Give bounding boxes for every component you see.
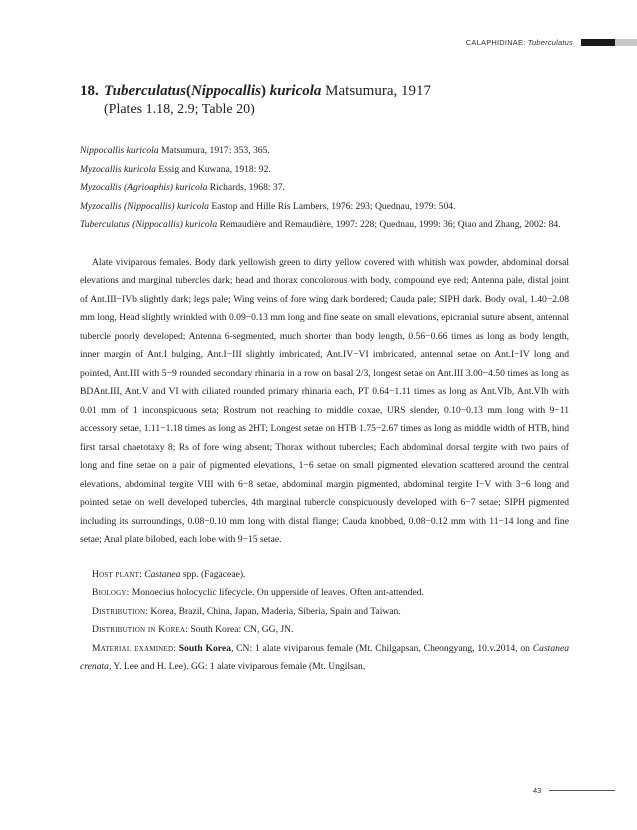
header-subfamily: CALAPHIDINAE: [465, 37, 526, 47]
title-subgenus: Nippocallis [190, 83, 261, 99]
synonym-citation: Richards, 1968: 37. [209, 182, 285, 193]
field-separator: : [139, 568, 145, 580]
synonym-entry [80, 161, 569, 180]
material-examined-field [80, 640, 569, 677]
biology-text: Monoecius holocyclic lifecycle. On upperside of leaves. Often ant-attended. [131, 587, 424, 598]
page-number: 43 [533, 786, 542, 795]
species-subtitle: (Plates 1.18, 2.9; Table 20) [104, 102, 255, 117]
field-separator: : [145, 605, 151, 617]
synonym-name: Myzocallis (Nippocallis) kuricola [80, 200, 209, 212]
synonym-citation: Matsumura, 1917: 353, 365. [161, 145, 270, 156]
species-fields [80, 566, 569, 677]
host-plant-genus: Castanea [144, 568, 181, 580]
field-separator: : [185, 624, 191, 635]
synonym-entry [80, 216, 569, 235]
material-country: South Korea [178, 642, 231, 654]
synonym-name: Myzocallis (Agrioaphis) kuricola [80, 182, 208, 193]
material-host: Castanea crenata [80, 642, 569, 672]
synonym-name: Myzocallis kuricola [80, 163, 156, 175]
distribution-field [80, 603, 569, 622]
title-close-paren: ) [260, 83, 266, 99]
page-footer [533, 786, 615, 795]
header-bar-dark [581, 39, 615, 46]
synonym-list [80, 142, 569, 235]
synonym-citation: Eastop and Hille Ris Lambers, 1976: 293; Quednau, 1979: 504. [211, 200, 456, 212]
title-species: kuricola [269, 83, 322, 99]
title-genus: Tuberculatus [104, 83, 186, 99]
synonym-name: Nippocallis kuricola [80, 145, 159, 156]
material-text-part2: , Y. Lee and H. Lee). GG: 1 alate viviparous female (Mt. Ungilsan, [108, 661, 366, 672]
field-separator: : [173, 642, 179, 654]
species-number: 18. [80, 83, 99, 99]
running-header-text [466, 38, 573, 47]
synonym-entry [80, 198, 569, 217]
running-header [466, 36, 637, 48]
title-open-paren: ( [185, 83, 191, 99]
material-text-part1: , CN: 1 alate viviparous female (Mt. Chilgapsan, Cheongyang, 10.v.2014, on [230, 642, 533, 654]
biology-field [80, 584, 569, 603]
distribution-korea-field [80, 621, 569, 640]
distribution-label: Distribution [92, 605, 146, 617]
page-content [80, 82, 569, 677]
synonym-citation: Essig and Kuwana, 1918: 92. [158, 163, 271, 175]
title-author: Matsumura, 1917 [325, 83, 431, 99]
footer-rule [549, 790, 615, 791]
morphology-description: Alate viviparous females. Body dark yellowish green to dirty yellow covered with whitish wax powder, abdominal dorsal elevations and marginal tubercles dark; head and thorax concolorous with body, compound eye red; Antenna pale, distal joint of Ant.III−IVb slightly dark; legs pale; Wing veins of fore wing dark bordered; Cauda pale; SIPH dark. Body oval, 1.40−2.08 mm long, Head slightly wrinkled with 0.09−0.13 mm long and fine seate on small elevations, epicranial suture absent, antennal tubercle poorly developed; Antenna 6-segmented, much shorter than body length, 0.56−0.66 times as long as body length, inner margin of Ant.I bulging, Ant.I−III slightly imbricated, Ant.IV−VI imbricated, antennal setae on Ant.I−IV long and pointed, Ant.III with 5−9 rounded secondary rhinaria in a row on basal 2/3, longest setae on Ant.III 3.00−4.50 times as long as BDAnt.III, Ant.V and VI with ciliated rounded primary rhinaria each, PT 0.64−1.11 times as long as Ant.VIb, Ant.VIb with 0.01 mm of 1 inconspicuous seta; Rostrum not reaching to middle coxae, URS slender, 0.10−0.13 mm long with 9−11 accessory setae, 1.11−1.18 times as long as 2HT; Longest setae on HTB 1.75−2.67 times as long as middle width of HTB, hind first tarsal chaetotaxy 8; Rs of fore wing absent; Thorax without tubercles; Each abdominal dorsal tergite with two pairs of long and fine setae on a pair of pigmented elevations, 1−6 setae on small pigmented elevation scattered around the central elevations, abdominal tergite VIII with 6−8 setae, abdominal margin pigmented, abdominal tergite I−V with 3−6 long and pointed setae on well developed tubercles, 4th marginal tubercle conspicuously developed with 6−7 setae; SIPH pigmented including its surroundings, 0.08−0.10 mm long with distal flange; Cauda knobbed, 0.08−0.12 mm with 11−14 long and fine setae; Anal plate bilobed, each lobe with 9−15 setae. [80, 256, 569, 545]
synonym-entry [80, 179, 569, 198]
header-bar-light [615, 39, 637, 46]
synonym-entry [80, 142, 569, 161]
host-plant-label: Host plant [92, 568, 140, 580]
field-separator: : [126, 587, 132, 598]
header-genus: Tuberculatus [527, 37, 573, 47]
species-title [80, 82, 569, 101]
biology-label: Biology [92, 587, 127, 598]
host-plant-rest: spp. (Fagaceae). [180, 568, 246, 580]
distribution-korea-text: South Korea: CN, GG, JN. [190, 624, 294, 635]
distribution-korea-label: Distribution in Korea [92, 624, 186, 635]
synonym-name: Tuberculatus (Nippocallis) kuricola [80, 219, 218, 230]
distribution-text: Korea, Brazil, China, Japan, Maderia, Siberia, Spain and Taiwan. [150, 605, 401, 617]
material-examined-label: Material examined [92, 642, 174, 654]
synonym-citation: Remaudière and Remaudière, 1997: 228; Quednau, 1999: 36; Qiao and Zhang, 2002: 84. [219, 219, 561, 230]
host-plant-field [80, 566, 569, 585]
